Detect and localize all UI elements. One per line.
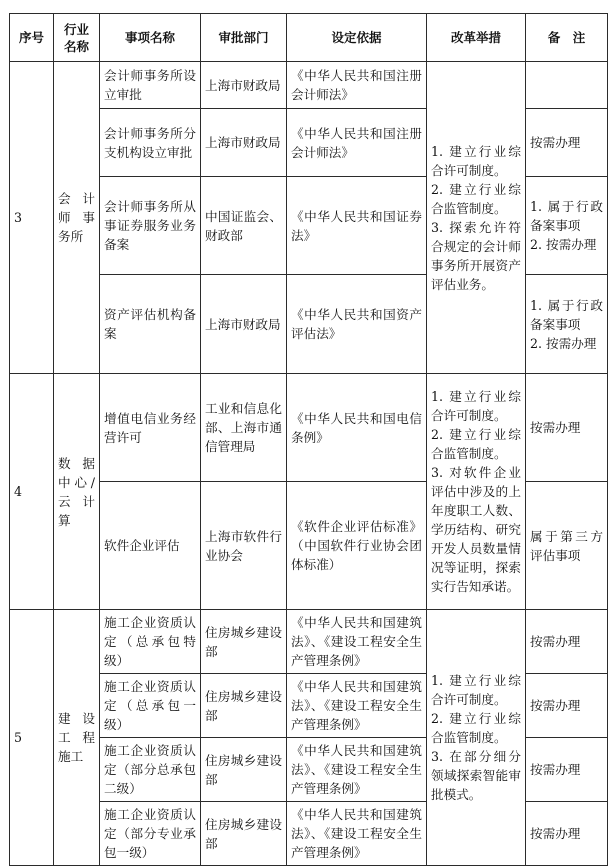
dept-cell: 上海市软件行业协会 <box>201 482 287 610</box>
seq-cell: 3 <box>10 62 54 374</box>
table-row <box>10 374 608 482</box>
header-measures: 改革举措 <box>427 14 526 62</box>
remark-cell: 属于第三方评估事项 <box>526 482 608 610</box>
measures-cell <box>427 610 526 866</box>
industry-cell: 会计师事务所 <box>54 62 100 374</box>
basis-cell: 《中华人民共和国建筑法》、《建设工程安全生产管理条例》 <box>287 610 427 674</box>
header-row <box>10 14 608 62</box>
dept-cell: 住房城乡建设部 <box>201 610 287 674</box>
dept-cell: 上海市财政局 <box>201 62 287 109</box>
basis-cell: 《中华人民共和国建筑法》、《建设工程安全生产管理条例》 <box>287 674 427 738</box>
remark-cell <box>526 177 608 275</box>
basis-cell: 《中华人民共和国建筑法》、《建设工程安全生产管理条例》 <box>287 802 427 866</box>
remark-cell: 按需办理 <box>526 738 608 802</box>
dept-cell: 中国证监会、财政部 <box>201 177 287 275</box>
remark-text: 1. 属于行政备案事项 2. 按需办理 <box>530 297 603 351</box>
table-row <box>10 610 608 674</box>
dept-cell: 住房城乡建设部 <box>201 802 287 866</box>
item-cell: 资产评估机构备案 <box>100 275 201 374</box>
item-cell: 软件企业评估 <box>100 482 201 610</box>
remark-text: 1. 属于行政备案事项 2. 按需办理 <box>530 199 603 252</box>
item-cell: 增值电信业务经营许可 <box>100 374 201 482</box>
header-dept: 审批部门 <box>201 14 287 62</box>
basis-cell: 《软件企业评估标准》（中国软件行业协会团体标准） <box>287 482 427 610</box>
header-basis: 设定依据 <box>287 14 427 62</box>
industry-cell: 数据中心/云计算 <box>54 374 100 610</box>
seq-cell: 5 <box>10 610 54 866</box>
dept-cell: 上海市财政局 <box>201 275 287 374</box>
reform-table <box>9 13 608 866</box>
header-remark: 备 注 <box>526 14 608 62</box>
remark-cell: 按需办理 <box>526 674 608 738</box>
industry-cell: 建设工程施工 <box>54 610 100 866</box>
measures-text: 1. 建立行业综合许可制度。 2. 建立行业综合监管制度。 3. 在部分细分领域探索智能审批模式。 <box>431 673 521 802</box>
item-cell: 会计师事务所设立审批 <box>100 62 201 109</box>
item-cell: 施工企业资质认定（部分专业承包一级） <box>100 802 201 866</box>
header-industry: 行业名称 <box>54 14 100 62</box>
basis-cell: 《中华人民共和国注册会计师法》 <box>287 109 427 177</box>
header-item: 事项名称 <box>100 14 201 62</box>
remark-cell <box>526 275 608 374</box>
seq-cell: 4 <box>10 374 54 610</box>
basis-cell: 《中华人民共和国建筑法》、《建设工程安全生产管理条例》 <box>287 738 427 802</box>
item-cell: 施工企业资质认定（总承包一级） <box>100 674 201 738</box>
remark-cell <box>526 62 608 109</box>
measures-cell <box>427 374 526 610</box>
dept-cell: 住房城乡建设部 <box>201 674 287 738</box>
basis-cell: 《中华人民共和国资产评估法》 <box>287 275 427 374</box>
remark-cell: 按需办理 <box>526 374 608 482</box>
item-cell: 施工企业资质认定（部分总承包二级） <box>100 738 201 802</box>
dept-cell: 工业和信息化部、上海市通信管理局 <box>201 374 287 482</box>
dept-cell: 住房城乡建设部 <box>201 738 287 802</box>
basis-cell: 《中华人民共和国证券法》 <box>287 177 427 275</box>
measures-text: 1. 建立行业综合许可制度。 2. 建立行业综合监管制度。 3. 对软件企业评估中涉及的上年度职工人数、学历结构、研究开发人员数量情况等证明，探索实行告知承诺。 <box>431 389 521 594</box>
measures-cell <box>427 62 526 374</box>
item-cell: 会计师事务所从事证券服务业务备案 <box>100 177 201 275</box>
dept-cell: 上海市财政局 <box>201 109 287 177</box>
remark-cell: 按需办理 <box>526 802 608 866</box>
remark-cell: 按需办理 <box>526 610 608 674</box>
basis-cell: 《中华人民共和国电信条例》 <box>287 374 427 482</box>
table-row <box>10 62 608 109</box>
measures-text: 1. 建立行业综合许可制度。 2. 建立行业综合监管制度。 3. 探索允许符合规定的会计师事务所开展资产评估业务。 <box>431 143 521 292</box>
basis-cell: 《中华人民共和国注册会计师法》 <box>287 62 427 109</box>
item-cell: 会计师事务所分支机构设立审批 <box>100 109 201 177</box>
remark-cell: 按需办理 <box>526 109 608 177</box>
header-seq: 序号 <box>10 14 54 62</box>
item-cell: 施工企业资质认定（总承包特级） <box>100 610 201 674</box>
